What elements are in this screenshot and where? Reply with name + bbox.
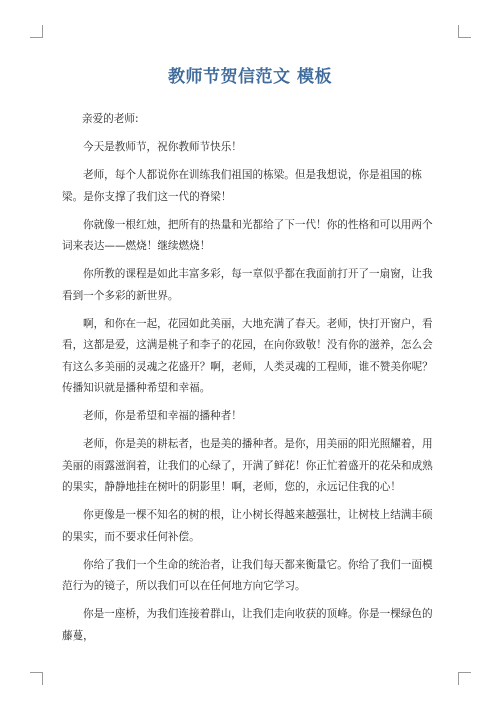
paragraph: 老师，你是希望和幸福的播种者！ [83, 410, 242, 422]
document-body [62, 109, 440, 654]
paragraph: 啊，和你在一起，花园如此美丽，大地充满了春天。老师，快打开窗户，看看，这都是爱，这满是桃子和李子的花园，在向你致敬！没有你的滋养，怎么会有这么多美丽的灵魂之花盛开？啊，老师，人类灵魂的工程师，谁不赞美你呢？传播知识就是播种希望和幸福。 [62, 317, 433, 394]
document-title: 教师节贺信范文 模板 [168, 67, 332, 87]
paragraph: 你就像一根红烛，把所有的热量和光都给了下一代！你的性格和可以用两个词来表达——燃烧！继续燃烧！ [62, 218, 433, 252]
paragraph: 你所教的课程是如此丰富多彩，每一章似乎都在我面前打开了一扇窗，让我看到一个多彩的新世界。 [62, 268, 433, 302]
paragraph: 今天是教师节，祝你教师节快乐！ [83, 141, 242, 153]
crop-mark-bottom-right [458, 672, 471, 685]
crop-mark-top-left [30, 25, 43, 38]
paragraph: 你更像是一棵不知名的树的根，让小树长得越来越强壮，让树枝上结满丰硕的果实，而不要求任何补偿。 [62, 509, 433, 543]
paragraph: 老师，每个人都说你在训练我们祖国的栋梁。但是我想说，你是祖国的栋梁。是你支撑了我们这一代的脊梁！ [62, 169, 422, 203]
paragraph: 老师，你是美的耕耘者，也是美的播种者。是你，用美丽的阳光照耀着，用美丽的雨露滋润着，让我们的心绿了，开满了鲜花！你正忙着盛开的花朵和成熟的果实，静静地挂在树叶的阴影里！啊，老师，您的，永远记住我的心！ [62, 438, 433, 493]
crop-mark-bottom-left [30, 672, 43, 685]
paragraph: 你给了我们一个生命的统治者，让我们每天都来衡量它。你给了我们一面模范行为的镜子，所以我们可以在任何地方向它学习。 [62, 558, 433, 592]
crop-mark-top-right [458, 25, 471, 38]
greeting: 亲爱的老师: [82, 113, 139, 125]
paragraph: 你是一座桥，为我们连接着群山，让我们走向收获的顶峰。你是一棵绿色的藤蔓， [62, 608, 433, 642]
